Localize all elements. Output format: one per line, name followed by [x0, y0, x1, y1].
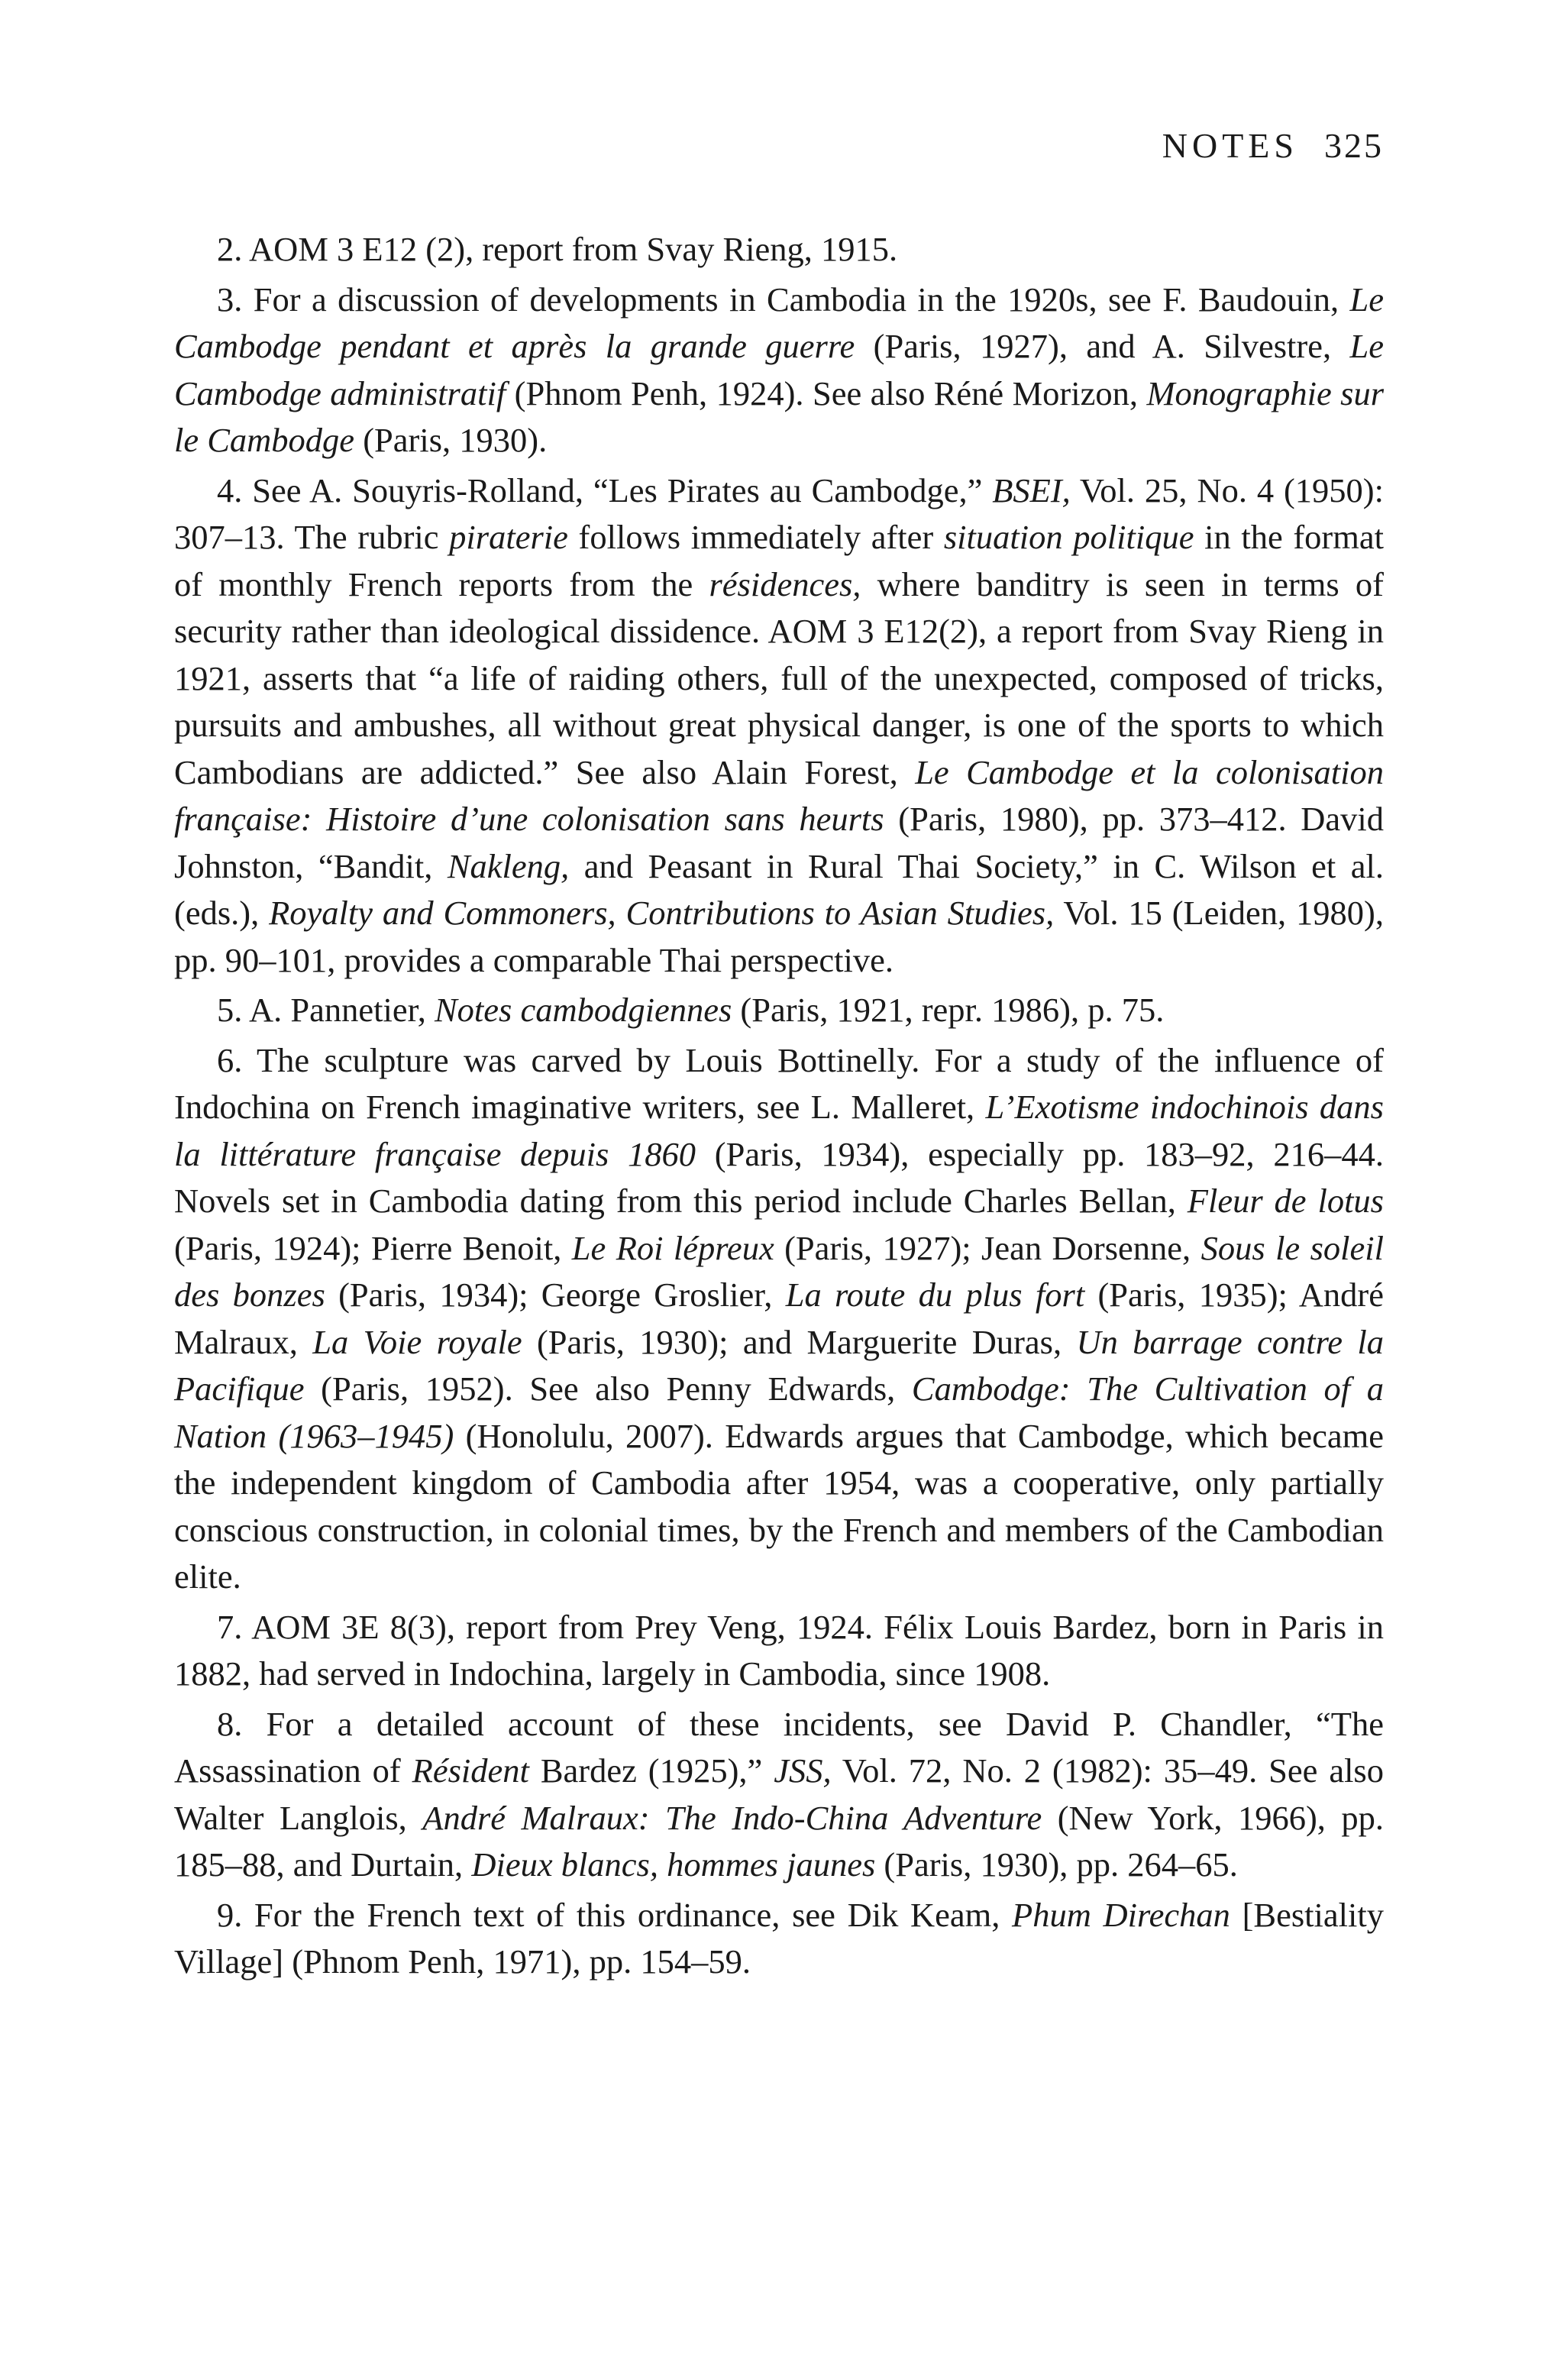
note-text: (Paris, 1927), and A. Silvestre, — [855, 327, 1350, 365]
note-text: 7. AOM 3E 8(3), report from Prey Veng, 1924. Félix Louis Bardez, born in Paris in 1882, had served in Indochina, largely in Cambodia, since 1908. — [174, 1607, 1384, 1693]
note-text: (Paris, 1930). — [354, 421, 548, 459]
note-italic-title: Sous le soleil des bonzes — [174, 1228, 1384, 1314]
note-italic-title: Le Cambodge administratif — [174, 327, 1384, 412]
running-head-section: NOTES — [1162, 126, 1298, 165]
note-italic-title: Nakleng, — [447, 846, 570, 885]
note-text: Vol. 25, No. 4 (1950): 307–13. The rubric — [174, 471, 1384, 556]
note-text: 3. For a discussion of developments in Cambodia in the 1920s, see F. Baudouin, — [217, 280, 1350, 319]
note-text: 9. For the French text of this ordinance, see Dik Keam, — [217, 1895, 1013, 1934]
note-italic-title: résidences, — [709, 564, 861, 603]
note-9 — [174, 1892, 1384, 1986]
note-text: 6. The sculpture was carved by Louis Bottinelly. For a study of the influence of Indochina on French imaginative writers, see L. Malleret, — [174, 1040, 1384, 1126]
note-text: (Paris, 1927); Jean Dorsenne, — [774, 1228, 1201, 1267]
note-italic-title: Dieux blancs, hommes jaunes — [471, 1845, 876, 1884]
note-italic-title: Phum Direchan — [1012, 1895, 1230, 1934]
running-head — [1162, 128, 1384, 163]
note-text: (Paris, 1934), especially pp. 183–92, 216–44. Novels set in Cambodia dating from this period include Charles Bellan, — [174, 1134, 1384, 1220]
note-italic-title: Le Cambodge et la colonisation française: Histoire d’une colonisation sans heurts — [174, 752, 1385, 838]
note-italic-title: piraterie — [449, 518, 568, 556]
note-text: (Honolulu, 2007). Edwards argues that Cambodge, which became the independent kingdom of Cambodia after 1954, was a cooperative, only partially conscious construction, in colonial times, by the French and members of the Cambodian elite. — [174, 1416, 1384, 1596]
note-italic-title: La Voie royale — [312, 1322, 522, 1361]
note-4 — [174, 467, 1384, 985]
note-italic-title: Royalty and Commoners, Contributions to Asian Studies, — [269, 894, 1055, 932]
note-text: 4. See A. Souyris-Rolland, “Les Pirates au Cambodge,” — [217, 471, 993, 509]
note-text: (Paris, 1930); and Marguerite Duras, — [522, 1322, 1077, 1361]
note-italic-title: Monographie sur le Cambodge — [174, 373, 1385, 459]
note-italic-title: Notes cambodgiennes — [434, 991, 732, 1029]
note-text: (Paris, 1952). See also Penny Edwards, — [304, 1369, 912, 1408]
note-text: 8. For a detailed account of these incidents, see David P. Chandler, “The Assassination of — [174, 1704, 1384, 1790]
note-italic-title: Le Roi lépreux — [571, 1228, 774, 1267]
note-italic-title: L’Exotisme indochinois dans la littérature française depuis 1860 — [174, 1088, 1384, 1173]
note-text: (Paris, 1934); George Groslier, — [325, 1276, 786, 1314]
note-3 — [174, 276, 1384, 464]
note-5 — [174, 987, 1384, 1034]
note-text: in the format of monthly French reports from the — [174, 518, 1384, 603]
note-text: (Paris, 1935); André Malraux, — [174, 1276, 1384, 1361]
note-text: where banditry is seen in terms of security rather than ideological dissidence. AOM 3 E12(2), a report from Svay Rieng in 1921, asserts that “a life of raiding others, full of the unexpected, composed of tricks, pursuits and ambushes, all without great physical danger, is one of the sports to which Cambodians are addicted.” See also Alain Forest, — [174, 564, 1384, 791]
note-italic-title: Fleur de lotus — [1187, 1182, 1384, 1220]
note-italic-title: JSS, — [774, 1751, 832, 1790]
note-text: Vol. 15 (Leiden, 1980), pp. 90–101, provides a comparable Thai perspective. — [174, 894, 1384, 979]
note-text: (Paris, 1924); Pierre Benoit, — [174, 1228, 572, 1267]
page-number: 325 — [1324, 126, 1384, 165]
note-italic-title: Un barrage contre la Pacifique — [174, 1322, 1384, 1408]
note-2 — [174, 226, 1384, 273]
note-italic-title: André Malraux: The Indo-China Adventure — [422, 1798, 1042, 1837]
note-text: (New York, 1966), pp. 185–88, and Durtain, — [174, 1798, 1385, 1884]
note-italic-title: BSEI, — [992, 471, 1071, 509]
note-6 — [174, 1037, 1384, 1601]
notes-list — [174, 226, 1384, 1989]
note-text: Vol. 72, No. 2 (1982): 35–49. See also Walter Langlois, — [174, 1751, 1384, 1837]
note-italic-title: situation politique — [943, 518, 1194, 556]
note-text: [Bestiality Village] (Phnom Penh, 1971), pp. 154–59. — [174, 1895, 1384, 1981]
note-italic-title: Résident — [412, 1751, 529, 1790]
note-italic-title: La route du plus fort — [785, 1276, 1085, 1314]
note-italic-title: Cambodge: The Cultivation of a Nation (1963–1945) — [174, 1369, 1384, 1455]
note-text: (Paris, 1921, repr. 1986), p. 75. — [732, 991, 1165, 1029]
note-italic-title: Le Cambodge pendant et après la grande guerre — [174, 280, 1384, 365]
note-text: Bardez (1925),” — [528, 1751, 774, 1790]
note-text: 2. AOM 3 E12 (2), report from Svay Rieng, 1915. — [217, 230, 898, 268]
note-text: and Peasant in Rural Thai Society,” in C. Wilson et al. (eds.), — [174, 846, 1384, 932]
note-text: (Paris, 1980), pp. 373–412. David Johnston, “Bandit, — [174, 800, 1385, 885]
note-text: (Paris, 1930), pp. 264–65. — [875, 1845, 1238, 1884]
note-text: follows immediately after — [567, 518, 944, 556]
note-8 — [174, 1701, 1384, 1889]
note-7 — [174, 1604, 1384, 1698]
note-text: 5. A. Pannetier, — [217, 991, 435, 1029]
note-text: (Phnom Penh, 1924). See also Réné Morizon, — [506, 373, 1147, 412]
